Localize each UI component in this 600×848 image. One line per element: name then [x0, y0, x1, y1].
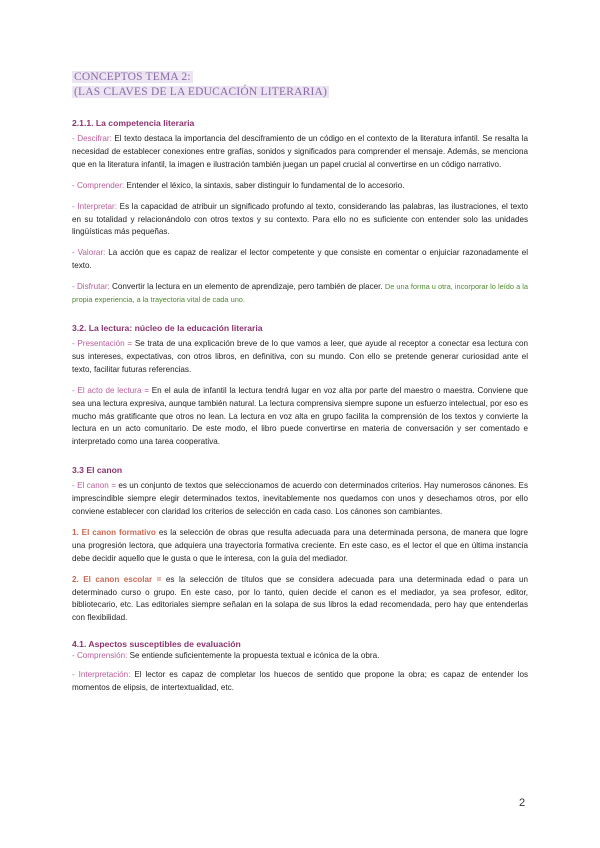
- term-acto-lectura: - El acto de lectura =: [72, 385, 149, 395]
- text-disfrutar-highlight: De una forma u otra, incorporar lo leído a la propia experiencia, a la trayectoria vital de cada uno.: [72, 282, 529, 305]
- title-line-2: (LAS CLAVES DE LA EDUCACIÓN LITERARIA): [74, 86, 328, 98]
- term-comprender: - Comprender:: [72, 180, 125, 190]
- heading-3-2: 3.2. La lectura: núcleo de la educación literaria: [72, 322, 263, 333]
- text-acto-lectura: En el aula de infantil la lectura tendrá lugar en voz alta por parte del maestro o maestra. Conviene que sea una lectura expresiva, aunque también natural. La lectura comprensiva siempre supone un esfuerzo intelectual, por eso es mucho más gratificante que otros no lean. La lectura en voz alta en grupo facilita la comprensión de los textos y convierte la lectura en un acto comunitario. De este modo, el libro puede convertirse en materia de conversación y ser comentado e interpretado como una tarea cooperativa.: [72, 385, 528, 447]
- term-canon-formativo: 1. El canon formativo: [72, 527, 156, 537]
- text-presentacion: Se trata de una explicación breve de lo que vamos a leer, que ayude al receptor a conectar esa lectura con sus intereses, expectativas, con otros libros, en definitiva, con su mundo. Con ello se pretende generar curiosidad ante el texto, facilitar futuras referencias.: [72, 338, 528, 374]
- text-interpretar: Es la capacidad de atribuir un significado profundo al texto, considerando las palabras, las ilustraciones, el texto en su totalidad y relacionándolo con otros textos y su contexto. Para ello no es suficiente con entender solo las unidades lingüísticas más pequeñas.: [72, 201, 528, 237]
- text-interpretacion: El lector es capaz de completar los huecos de sentido que propone la obra; es capaz de entender los momentos de elipsis, de intertextualidad, etc.: [72, 670, 528, 693]
- text-disfrutar: Convertir la lectura en un elemento de aprendizaje, pero también de placer.: [109, 282, 385, 292]
- paragraph-interpretar: [72, 201, 528, 240]
- paragraph-canon-escolar: [72, 574, 528, 626]
- document-title: [72, 70, 528, 100]
- text-canon: es un conjunto de textos que seleccionamos de acuerdo con determinados criterios. Hay numerosos cánones. Es imprescindible siempre elegir determinados textos, inevitablemente nos quedamos con unos y desechamos otros, por ello conviene establecer con claridad los criterios de selección en cada caso. Los cánones son cambiantes.: [72, 481, 528, 517]
- term-presentacion: - Presentación =: [72, 338, 133, 348]
- text-canon-escolar: es la selección de títulos que se considera adecuada para una determinada edad o para un determinado curso o grupo. En este caso, por lo tanto, quien decide el canon es el mediador, ya sea profesor, editor, bibliotecario, etc. Las editoriales siempre señalan en la solapa de sus libros la edad recomendada, pero hay que entenderlas con flexibilidad.: [72, 574, 528, 623]
- term-canon-escolar: 2. El canon escolar =: [72, 574, 162, 584]
- term-valorar: - Valorar:: [72, 248, 106, 258]
- text-valorar: La acción que es capaz de realizar el lector competente y que consiste en comentar o enjuiciar razonadamente el texto.: [72, 248, 528, 271]
- term-interpretar: - Interpretar:: [72, 201, 117, 211]
- paragraph-disfrutar: [72, 281, 528, 307]
- heading-2-1-1: 2.1.1. La competencia literaria: [72, 118, 195, 128]
- text-descifrar: El texto destaca la importancia del desciframiento de un código en el contexto de la literatura infantil. Se resalta la necesidad de establecer conexiones entre grafías, sonidos y significados para comprender el mensaje. Además, se menciona que en la literatura infantil, la imagen e ilustración también juegan un papel crucial al convertirse en un código narrativo.: [72, 134, 528, 169]
- document-page: [72, 70, 528, 703]
- paragraph-comprender: [72, 180, 528, 193]
- paragraph-acto-lectura: [72, 385, 528, 450]
- text-comprender: Entender el léxico, la sintaxis, saber distinguir lo fundamental de lo accesorio.: [124, 180, 405, 190]
- term-interpretacion: - Interpretación:: [72, 670, 131, 680]
- paragraph-canon: [72, 480, 528, 519]
- page-number: 2: [519, 797, 526, 809]
- heading-4-1: 4.1. Aspectos susceptibles de evaluación: [72, 639, 241, 650]
- heading-3-3: 3.3 El canon: [72, 465, 123, 476]
- paragraph-valorar: [72, 247, 528, 273]
- paragraph-comprension: [72, 650, 528, 663]
- paragraph-descifrar: [72, 133, 528, 172]
- term-descifrar: - Descifrar:: [72, 134, 112, 143]
- paragraph-canon-formativo: [72, 527, 528, 566]
- term-disfrutar: - Disfrutar:: [72, 282, 110, 292]
- title-line-1: CONCEPTOS TEMA 2:: [74, 71, 191, 83]
- text-canon-formativo: es la selección de obras que resulta adecuada para una determinada persona, de manera que logre una progresión lectora, que adquiera una trayectoria formativa creciente. En este caso, es el lector el que en última instancia debe decidir aquello que le gusta o que le interesa, con la guía del mediador.: [72, 527, 528, 563]
- paragraph-interpretacion: [72, 669, 528, 695]
- paragraph-presentacion: [72, 338, 528, 377]
- term-canon: - El canon =: [72, 481, 116, 491]
- term-comprension: - Comprensión:: [72, 651, 128, 661]
- text-comprension: Se entiende suficientemente la propuesta textual e icónica de la obra.: [127, 651, 380, 661]
